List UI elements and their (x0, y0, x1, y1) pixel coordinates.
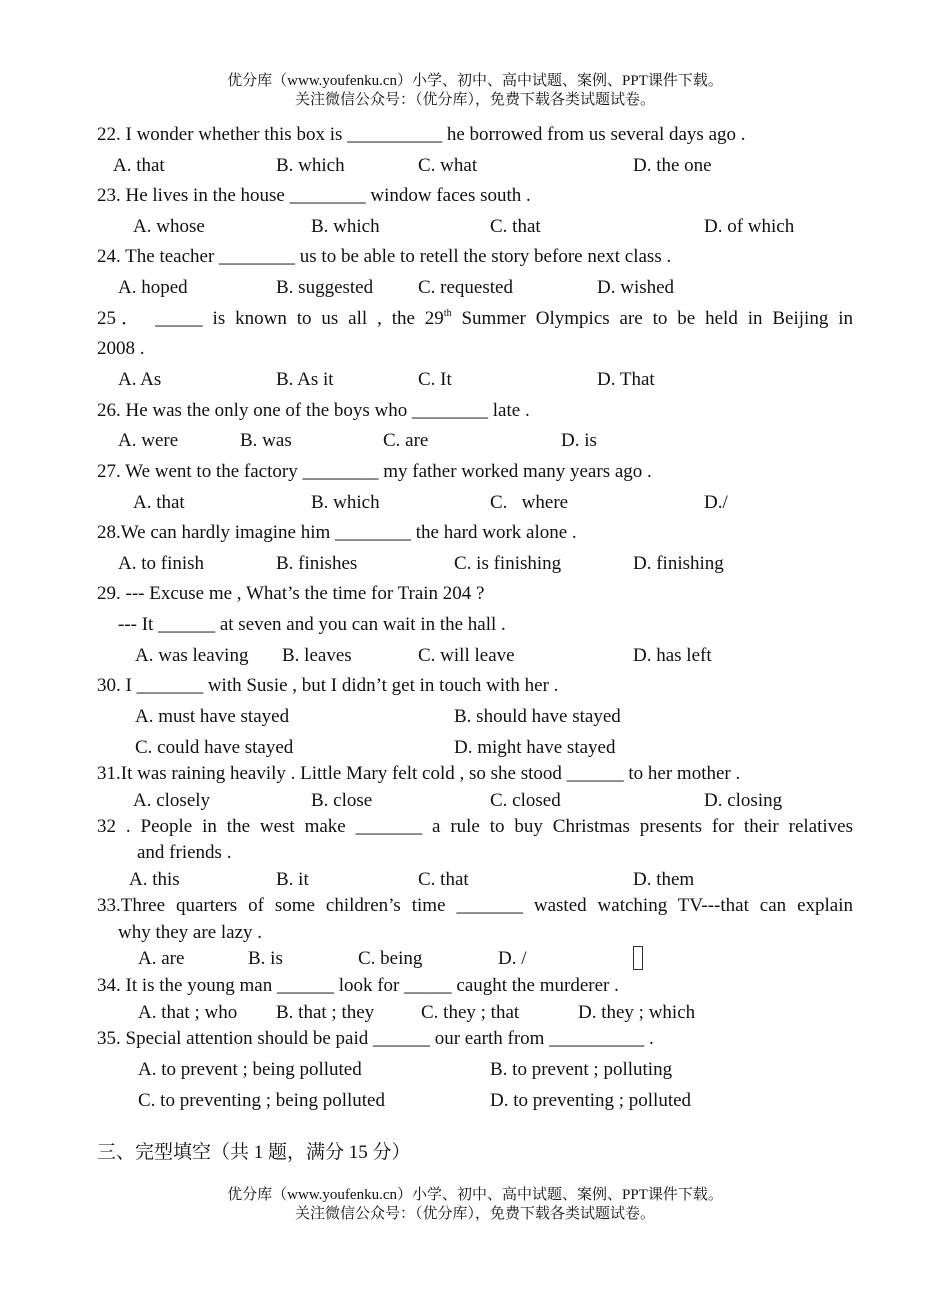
question-32-stem: 32 . People in the west make _______ a rule to buy Christmas presents for their relatives (97, 816, 853, 837)
question-31-stem: 31.It was raining heavily . Little Mary felt cold , so she stood ______ to her mother . (97, 763, 741, 784)
option-b: B. it (276, 869, 309, 890)
option-a: A. this (129, 869, 180, 890)
option-c: C. requested (418, 277, 513, 298)
question-24-stem: 24. The teacher ________ us to be able to retell the story before next class . (97, 246, 672, 267)
option-a: A. that ; who (138, 1002, 238, 1023)
option-d: D. has left (633, 645, 712, 666)
option-c: C. are (383, 430, 429, 451)
option-c: C. will leave (418, 645, 515, 666)
option-c: C. that (418, 869, 469, 890)
option-d: D. of which (704, 216, 795, 237)
page-header-line-2: 关注微信公众号：（优分库），免费下载各类试题试卷。 (294, 92, 655, 108)
page-footer-line-2: 关注微信公众号：（优分库），免费下载各类试题试卷。 (294, 1206, 655, 1222)
option-a: A. to finish (118, 553, 205, 574)
question-30-stem: 30. I _______ with Susie , but I didn’t get in touch with her . (97, 675, 559, 696)
option-c: C. being (358, 948, 423, 969)
option-c: C. they ; that (421, 1002, 520, 1023)
missing-glyph-box (633, 946, 643, 970)
option-b: B. is (248, 948, 283, 969)
option-d: D. wished (597, 277, 675, 298)
question-33-stem-line-2: why they are lazy . (118, 922, 263, 943)
option-b: B. finishes (276, 553, 358, 574)
option-b: B. As it (276, 369, 334, 390)
option-a: A. that (133, 492, 185, 513)
page-footer-line-1: 优分库（www.youfenku.cn）小学、初中、高中试题、案例、PPT课件下载。 (227, 1187, 723, 1203)
option-b: B. which (311, 216, 380, 237)
option-b: B. leaves (282, 645, 352, 666)
question-23-stem: 23. He lives in the house ________ window faces south . (97, 185, 531, 206)
question-25-stem-line-2: 2008 . (97, 338, 145, 359)
option-b: B. close (311, 790, 373, 811)
option-d: D. they ; which (578, 1002, 696, 1023)
option-d: D. might have stayed (454, 737, 616, 758)
question-34-stem: 34. It is the young man ______ look for _____ caught the murderer . (97, 975, 619, 996)
question-28-stem: 28.We can hardly imagine him ________ the hard work alone . (97, 522, 577, 543)
option-d: D. them (633, 869, 695, 890)
option-b: B. which (276, 155, 345, 176)
option-b: B. which (311, 492, 380, 513)
option-a: A. whose (133, 216, 205, 237)
question-26-stem: 26. He was the only one of the boys who ________ late . (97, 400, 530, 421)
option-b: B. should have stayed (454, 706, 621, 727)
option-c: C. what (418, 155, 478, 176)
section-3-title: 三、完型填空（共 1 题，满分 15 分） (97, 1142, 411, 1163)
question-25-stem (97, 307, 853, 331)
option-b: B. to prevent ; polluting (490, 1059, 673, 1080)
option-c: C. that (490, 216, 541, 237)
question-35-stem: 35. Special attention should be paid ______ our earth from __________ . (97, 1028, 654, 1049)
option-b: B. that ; they (276, 1002, 375, 1023)
option-a: A. are (138, 948, 185, 969)
question-29-stem: 29. --- Excuse me , What’s the time for Train 204 ? (97, 583, 485, 604)
option-b: B. was (240, 430, 292, 451)
option-d: D. finishing (633, 553, 724, 574)
option-c: C. closed (490, 790, 561, 811)
question-22-stem: 22. I wonder whether this box is __________ he borrowed from us several days ago . (97, 124, 746, 145)
page-header-line-1: 优分库（www.youfenku.cn）小学、初中、高中试题、案例、PPT课件下载。 (227, 73, 723, 89)
option-a: A. was leaving (135, 645, 249, 666)
option-d: D. That (597, 369, 655, 390)
option-c: C. is finishing (454, 553, 562, 574)
ordinal-superscript: th (443, 308, 452, 319)
option-d: D. / (498, 948, 527, 969)
option-a: A. that (113, 155, 165, 176)
option-d: D. closing (704, 790, 783, 811)
option-d: D. to preventing ; polluted (490, 1090, 692, 1111)
option-d: D. the one (633, 155, 712, 176)
option-d: D. is (561, 430, 597, 451)
question-25-stem-part2: Summer Olympics are to be held in Beijing in (451, 308, 853, 329)
option-d: D./ (704, 492, 728, 513)
option-a: A. hoped (118, 277, 188, 298)
option-c: C. could have stayed (135, 737, 294, 758)
option-a: A. to prevent ; being polluted (138, 1059, 362, 1080)
question-33-stem: 33.Three quarters of some children’s time _______ wasted watching TV---that can explain (97, 895, 853, 916)
option-c: C. to preventing ; being polluted (138, 1090, 385, 1111)
question-25-stem-part1: 25． _____ is known to us all , the 29 (97, 308, 444, 329)
question-27-stem: 27. We went to the factory ________ my father worked many years ago . (97, 461, 652, 482)
option-a: A. closely (133, 790, 211, 811)
option-a: A. must have stayed (135, 706, 290, 727)
option-a: A. As (118, 369, 162, 390)
option-c: C. where (490, 492, 569, 513)
option-a: A. were (118, 430, 179, 451)
question-29-stem-line-2: --- It ______ at seven and you can wait in the hall . (118, 614, 506, 635)
option-c: C. It (418, 369, 452, 390)
question-32-stem-line-2: and friends . (137, 842, 232, 863)
option-b: B. suggested (276, 277, 374, 298)
